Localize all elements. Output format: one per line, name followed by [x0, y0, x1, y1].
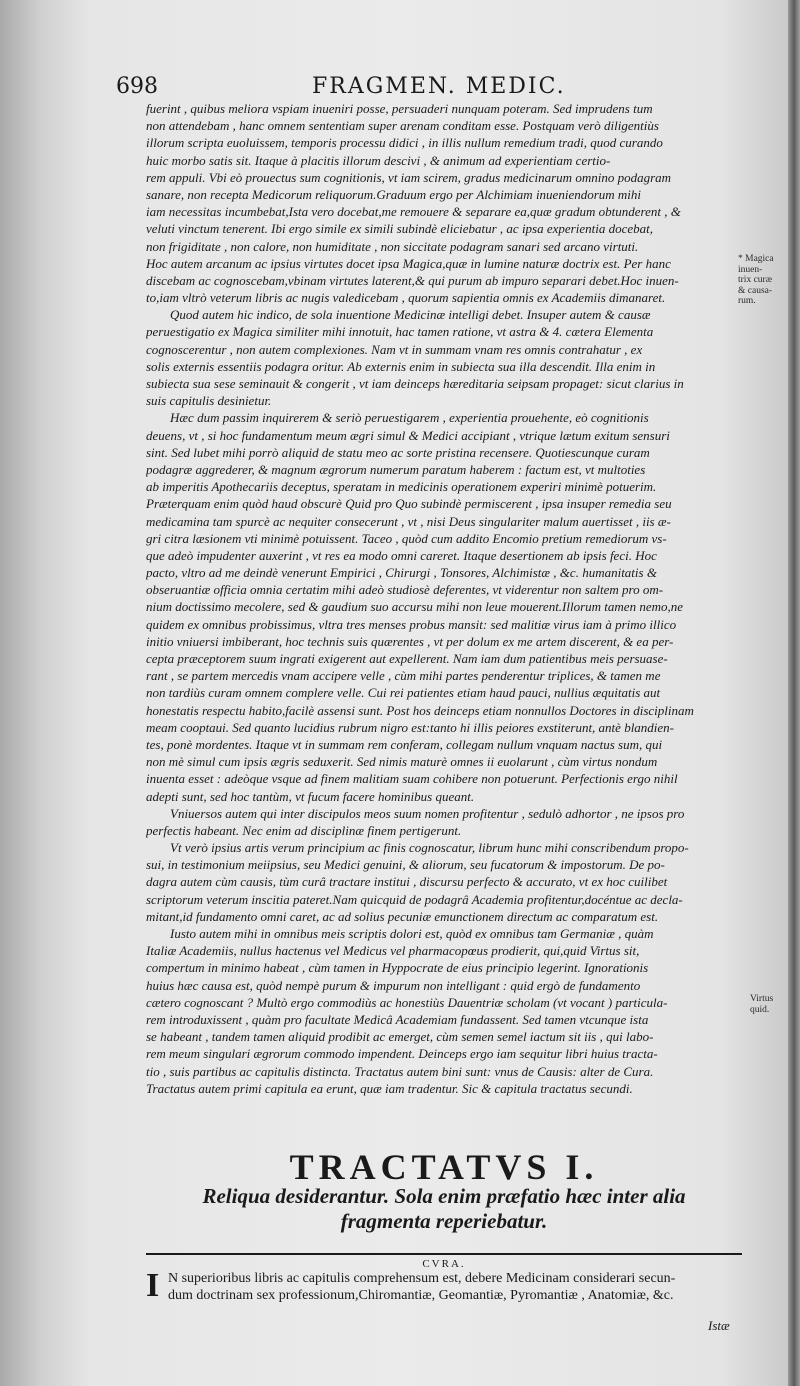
- text-line: se habeant , tandem tamen aliquid prodibit ac emerget, cùm semen semel iactum sit iis , qui labo-: [146, 1029, 654, 1045]
- text-line: Quod autem hic indico, de sola inuentione Medicinæ intelligi debet. Insuper autem & causæ: [170, 307, 651, 323]
- text-line: sint. Sed lubet mihi porrò aliquid de statu meo ac sorte pristina recensere. Quotiescunque curam: [146, 444, 650, 460]
- text-line: Italiæ Academiis, nullus hactenus vel Medicus vel pharmacopœus prodierit, qui,quid Virtus sit,: [146, 943, 640, 959]
- cura-body: [146, 1267, 742, 1304]
- text-line: sui, in testimonium meiipsius, seu Medici genuini, & aliorum, seu fucatorum & impostorum. De po-: [146, 857, 665, 873]
- tractatus-subtitle: [146, 1184, 742, 1234]
- drop-cap: I: [146, 1267, 160, 1304]
- text-line: medicamina tam spurcè ac nequiter consecerunt , vt , nisi Deus singulariter malum auertisset , iis æ-: [146, 513, 671, 529]
- margin-note-line: inuen-: [738, 264, 763, 275]
- text-line: veluti vinctum tenerent. Ibi ergo simile ex simili subindè eliciebatur , ac ipsa experientia docebat,: [146, 221, 653, 237]
- text-line: cætero cognoscant ? Multò ergo commodiùs ac honestiùs Dauentriæ scholam (vt vocant ) particula-: [146, 994, 668, 1010]
- text-line: suis capitulis desinietur.: [146, 393, 272, 409]
- running-title: FRAGMEN. MEDIC.: [312, 74, 566, 99]
- cura-line: dum doctrinam sex professionum,Chiromantiæ, Geomantiæ, Pyromantiæ , Anatomiæ, &c.: [168, 1288, 674, 1303]
- text-line: subiecta sua sese seminauit & congerit , vt iam deinceps hæreditaria seipsam propaget: sicut clarius in: [146, 376, 684, 391]
- text-line: Hæc dum passim inquirerem & seriò peruestigarem , experientia prouehente, eò cognitionis: [170, 410, 649, 426]
- margin-note-magica: [738, 254, 782, 307]
- margin-note-line: quid.: [750, 1004, 770, 1015]
- page-header: [116, 70, 741, 100]
- text-line: ab imperitis Apothecariis deceptus, speratam in medicinis operationem experiri minimè potuerim.: [146, 479, 657, 495]
- text-line: dagra autem cùm causis, tùm curâ tractare institui , discursu perfecto & accurato, vt ex hoc cuilibet: [146, 874, 668, 890]
- catchword: Istæ: [708, 1318, 730, 1333]
- text-line: non attendebam , hanc omnem sententiam super arenam conditam esse. Postquam verò diligentiùs: [146, 118, 659, 134]
- text-line: nium doctissimo mecolere, sed & gaudium suo accursu mihi non leue mouerent.Illorum tamen nemo,ne: [146, 599, 684, 615]
- tractatus-title: TRACTATVS I.: [289, 1147, 599, 1187]
- text-line: Iusto autem mihi in omnibus meis scriptis dolori est, quòd ex omnibus tam Germaniæ , quàm: [170, 926, 654, 941]
- body-text: [146, 100, 742, 1097]
- text-line: cognoscerentur , non autem complexiones. Nam vt in summam vnam res omnis contrahatur , ex: [146, 341, 643, 357]
- text-line: quidem ex omnibus probissimus, vltra tres menses probus mansit: sed malitiæ virus iam à primo illico: [146, 616, 677, 632]
- text-line: gri citra læsionem vti minimè potuissent. Taceo , quòd cum addito Encomio pretium remediorum vs-: [146, 530, 667, 546]
- text-line: podagræ aggrederer, & magnum ægrorum numerum paratum haberem : factum est, vt multoties: [146, 461, 646, 477]
- text-line: illorum scripta euoluissem, temporis processu didici , in illis nullum remedium tradi, quod curando: [146, 135, 663, 151]
- text-line: huius hæc causa est, quòd nempè purum & impurum non intelligant : quid ergò de fundamento: [146, 977, 641, 993]
- text-line: que adeò impudenter auxerint , vt res ea modo omni careret. Itaque desertionem ab ipsis feci. Hoc: [146, 547, 657, 563]
- text-line: Vt verò ipsius artis verum principium ac finis cognoscatur, librum hunc mihi conscribendum propo-: [170, 840, 689, 856]
- text-line: adepti sunt, sed hoc tantùm, vt fucum facere hominibus queant.: [146, 788, 475, 804]
- text-line: non tardiùs curam omnem complere velle. Cui rei patientes etiam haud pauci, nullius æquitatis aut: [146, 685, 661, 701]
- text-line: non frigiditate , non calore, non humiditate , non siccitate podagram sanari sed arcano virtuti.: [146, 238, 639, 254]
- text-line: Vniuersos autem qui inter discipulos meos suum nomen profitentur , sedulò adhortor , ne ipsos pro: [170, 805, 685, 821]
- section-rule: [146, 1253, 742, 1255]
- text-line: rant , se partem mercedis vnam accipere velle , cùm mihi partes penderentur triplices, & tamen me: [146, 668, 661, 684]
- margin-note-line: * Magica: [738, 254, 774, 264]
- cura-heading: CVRA.: [422, 1258, 466, 1270]
- text-line: honestatis respectu habito,facilè assensi sunt. Post hos deinceps etiam nonnullos Doctores in disciplinam: [146, 702, 694, 718]
- text-line: Tractatus autem primi capitula ea erunt, quæ iam tradentur. Sic & capitula tractatus secundi.: [146, 1080, 633, 1096]
- text-line: Præterquam enim quòd haud obscurè Quid pro Quo subindè permiscerent , ipsa insuper remedia seu: [146, 496, 672, 512]
- text-line: pacto, vltro ad me deindè venerunt Empirici , Chirurgi , Tonsores, Alchimistæ , &c. humanitatis &: [146, 565, 657, 581]
- text-line: meam cooptaui. Sed quanto lucidius rubrum nigro est:tanto hi illis peiores exstiterunt, antè blandien-: [146, 719, 675, 735]
- text-line: perfectis habeant. Nec enim ad disciplinæ finem pertigerunt.: [146, 822, 462, 838]
- text-line: Hoc autem arcanum ac ipsius virtutes docet ipsa Magica,quæ in lumine naturæ doctrix est. Per hanc: [146, 255, 671, 271]
- tractatus-subtitle-line: fragmenta reperiebatur.: [340, 1209, 548, 1233]
- text-line: non mè simul cum ipsis ægris seduxerit. Sed nimis maturè omnes ii euolarunt , cùm virtus nondum: [146, 754, 658, 770]
- margin-note-line: trix curæ: [738, 275, 773, 285]
- text-line: inuenta esset : adeòque vsque ad finem malitiam suam cohibere non potuerunt. Perfectionis ergo nihil: [146, 771, 678, 787]
- text-line: iam necessitas incumbebat,Ista vero docebat,me remouere & separare ea,quæ gradum obtunderent , &: [146, 204, 681, 220]
- text-line: rem appuli. Vbi eò prouectus sum cognitionis, vt iam scirem, gradus medicinarum omnino podagram: [146, 169, 672, 185]
- margin-note-line: rum.: [738, 296, 756, 306]
- text-line: fuerint , quibus meliora vspiam inueniri posse, persuaderi nunquam poteram. Sed imprudens tum: [146, 101, 653, 116]
- margin-note-line: & causa-: [738, 285, 773, 296]
- text-line: tes, ponè mordentes. Itaque vt in summam rem conferam, collegam nullum vnquam nactus sum, qui: [146, 736, 663, 752]
- text-line: solis externis essentiis podagra oritur. Ab externis enim in subiecta sua illa descendit. Illa enim in: [146, 358, 656, 374]
- text-line: sanare, non recepta Medicorum reliquorum.Graduum ergo per Alchimiam inueniendorum mihi: [146, 186, 642, 202]
- text-line: initio vniuersi imbiberant, hoc technis suis quærentes , vt per dolum ex me artem discerent, & ea per-: [146, 633, 674, 649]
- text-line: rem introduxissent , quàm pro facultate Medicâ Academiam fundassent. Sed tamen vtcunque ista: [146, 1011, 649, 1027]
- text-line: discebam ac cognoscebam,vbinam virtutes laterent,& qui purum ab impuro separari debet.Hoc inuen-: [146, 272, 679, 288]
- text-line: mitant,id fundamento omni caret, ac ad solius pecuniæ emunctionem directum ac comparatum est.: [146, 908, 659, 924]
- text-line: rem meum singulari ægrorum commodo impendent. Deinceps ergo iam sequitur libri huius tracta-: [146, 1046, 658, 1062]
- text-line: compertum in minimo habeat , cùm tamen in Hyppocrate de eius principio legerint. Ignorationis: [146, 960, 649, 976]
- tractatus-subtitle-line: Reliqua desiderantur. Sola enim præfatio hæc inter alia: [202, 1184, 686, 1208]
- page-number: 698: [116, 74, 158, 99]
- margin-note-virtus: [750, 994, 786, 1015]
- text-line: huic morbo satis sit. Itaque à placitis illorum descivi , & animum ad experientiam certio-: [146, 152, 611, 168]
- text-line: obseruantiæ officia omnia certatim mihi adeò studiosè deferentes, vt viderentur non saltem pro om-: [146, 582, 664, 598]
- cura-line: N superioribus libris ac capitulis comprehensum est, debere Medicinam considerari secun-: [168, 1271, 676, 1286]
- margin-note-line: Virtus: [750, 994, 774, 1004]
- text-line: scriptorum veterum inscitia pateret.Nam quicquid de podagrâ Academia profitentur,docéntue ac decla-: [146, 891, 683, 907]
- text-line: cepta præceptorem suum ingrati exigerent aut expellerent. Nam iam dum patientibus meis persuase-: [146, 651, 668, 666]
- text-line: deuens, vt , si hoc fundamentum meum ægri simul & Medici accipiant , vtrique lætum exitum sensuri: [146, 427, 670, 443]
- text-line: to,iam vltrò veterum libris ac nugis valedicebam , quorum sapientia omnis ex Academiis dimanaret.: [146, 290, 666, 306]
- page-edge: [788, 0, 800, 1386]
- text-line: peruestigatio ex Magica similiter mihi innotuit, hac tamen ratione, vt astra & 4. cætera Elementa: [146, 324, 654, 340]
- text-line: tio , suis partibus ac capitulis distincta. Tractatus autem bini sunt: vnus de Causis: alter de Cura.: [146, 1063, 654, 1079]
